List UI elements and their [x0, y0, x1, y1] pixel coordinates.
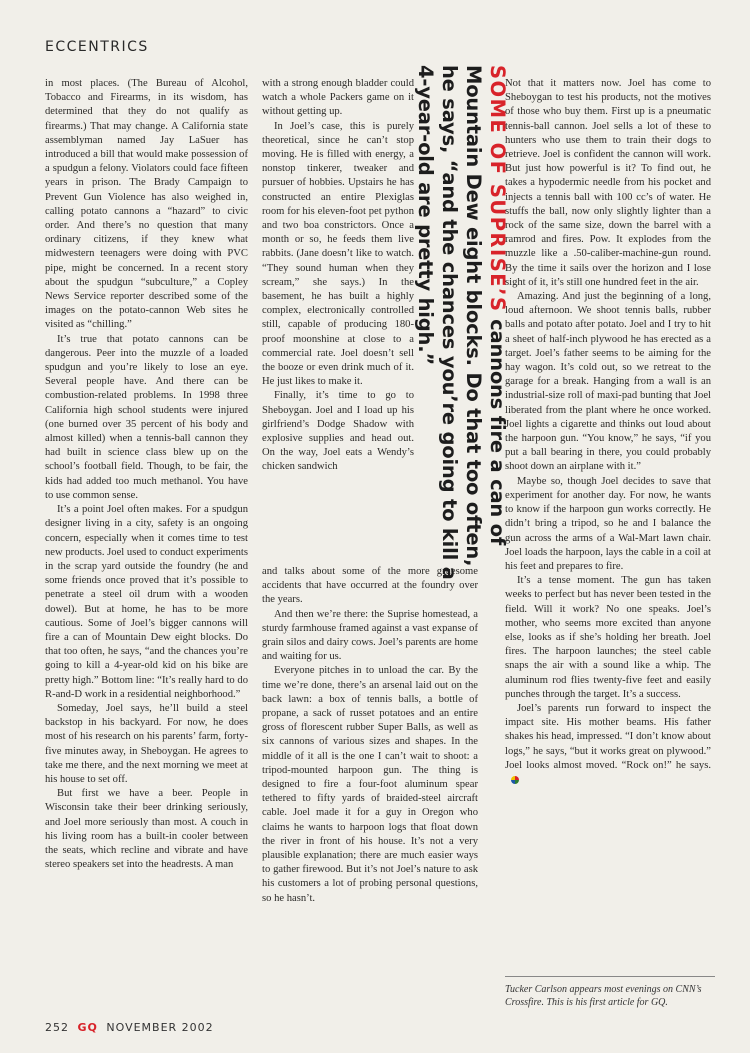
article-column-3 [505, 77, 711, 787]
paragraph: It’s true that potato cannons can be dangerous. Peer into the muzzle of a loaded spudgun and you’re likely to lose an eye. Several people have. And there can be combustion-related problems. In 1998 three California high school students were injured (one burned over 35 percent of his body and almost killed) when a tennis-ball cannon they had built in science class blew up on the school’s football field. Though, to be fair, the kids had added too much methanol. You have to use common sense. [45, 333, 248, 501]
paragraph: Not that it matters now. Joel has come to Sheboygan to test his products, not the motives of those who buy them. First up is a pneumatic tennis-ball cannon. Joel sells a lot of these to hunters who use them to train their dogs to retrieve. Joel is confident the cannon will work. But just how powerful is it? To find out, he takes a hypodermic needle from his pocket and injects a tennis ball with 100 cc’s of water. He stuffs the ball, now only slightly lighter than a rock of the same size, down the barrel with a ramrod and fires. Pow. It explodes from the muzzle like a .50-caliber-machine-gun round. By the time it sails over the horizon and I lose sight of it, it’s still one hundred feet in the air. [505, 78, 711, 288]
issue-date: NOVEMBER 2002 [106, 1021, 214, 1034]
paragraph: Everyone pitches in to unload the car. By the time we’re done, there’s an arsenal laid out on the back lawn: a box of tennis balls, a bottle of propane, a sack of russet potatoes and an entire gross of florescent rubber Super Balls, as well as six cannons of various sizes and shapes. In the middle of it all is the one I can’t wait to shoot: a tripod-mounted harpoon gun. The thing is designed to fire a four-foot aluminum spear tethered to fifty yards of braided-steel aircraft cable. Joel made it for a guy in Oregon who claims he wants to harpoon logs that float down the river in front of his house. It’s not a very plausible explanation; there are much easier ways to gather firewood. But it’s not Joel’s nature to ask his customers a lot of probing personal questions, so he hasn’t. [262, 665, 478, 904]
article-column-1 [45, 77, 248, 872]
article-column-2-lower [262, 565, 478, 906]
paragraph: and talks about some of the more gruesome accidents that have occurred at the foundry over the years. [262, 566, 478, 606]
end-mark-icon [511, 776, 519, 784]
magazine-logo: GQ [77, 1021, 98, 1034]
paragraph: In Joel’s case, this is purely theoretical, since he can’t stop moving. He is filled with energy, a nonstop tinkerer, tweaker and pursuer of hobbies. Upstairs he has constructed an entire Plexiglas room for his eleven-foot pet python and two boa constrictors. Once a month or so, he feeds them live rabbits. (Jane doesn’t like to watch. “They sound human when they scream,” she says.) In the basement, he has built a highly complex, electronically controlled still, capable of producing 180-proof moonshine at close to a commercial rate. Joel doesn’t sell the booze or even drink much of it. He just likes to make it. [262, 120, 414, 388]
paragraph: But first we have a beer. People in Wisconsin take their beer drinking seriously, and Joel more seriously than most. A couch in his living room has a built-in cooler between the seats, which recline and vibrate and have stereo speakers set into the headrests. A man [45, 788, 248, 871]
author-credit: Tucker Carlson appears most evenings on CNN’s Crossfire. This is his first article for GQ. [505, 976, 715, 1009]
paragraph [505, 702, 711, 787]
paragraph: in most places. (The Bureau of Alcohol, Tobacco and Firearms, in its wisdom, has determined that they do not qualify as firearms.) That may change. A California state assemblyman named Jay LaSuer has introduced a bill that would make possession of a spudgun a felony. Violators could face fifteen years in prison. The Brady Campaign to Prevent Gun Violence has also weighed in, calling potato cannons a “hazard” to civic order. And there’s no question that many ordinary citizens, if they knew what midwestern teenagers were doing with PVC pipe, might be concerned. In a recent story about the spudgun “subculture,” a Copley News Service reporter described some of the images on the potato-cannon Web sites he visited as “chilling.” [45, 78, 248, 331]
paragraph: Amazing. And just the beginning of a long, loud afternoon. We shoot tennis balls, rubber balls and potato after potato. Joel and I try to hit a sheet of half-inch plywood he has erected as a target. Joel’s father seems to be aiming for the hay wagon. It’s cold out, so we retreat to the garage for a break. Hanging from a wall is an industrial-size roll of maxi-pad bunting that Joel liberated from the plant where he once worked. Joel lights a cigarette and thinks out loud about the harpoon gun. “You know,” he says, “if you put a ball bearing in there, you could probably shoot down an airplane with it.” [505, 291, 711, 473]
article-column-2 [262, 77, 414, 475]
pull-quote-text: cannons fire a can of Mountain Dew eight blocks. Do that too often, he says, “and the chances you’re going to kill a 4-year-old are pretty high.” [414, 65, 509, 580]
pull-quote [415, 65, 509, 585]
paragraph: It’s a tense moment. The gun has taken weeks to perfect but has never been tested in the field. Will it work? No one speaks. Joel’s mother, who seems more excited than anyone else, looks as if she’s holding her breath. Joel fires. The harpoon launches; the steel cable snaps the air with a sound like a whip. The aluminum rod flies twenty-five feet and easily punches through the target. It’s a success. [505, 575, 711, 700]
paragraph: Someday, Joel says, he’ll build a steel backstop in his backyard. For now, he does most of his research on his parents’ farm, forty-five minutes away, in Sheboygan. He agrees to take me there, and the next morning we meet at his house to set off. [45, 702, 248, 785]
pull-quote-lead: SOME OF SUPRISE’S [486, 65, 509, 313]
paragraph: Maybe so, though Joel decides to save that experiment for another day. For now, he wants to know if the harpoon gun works correctly. He didn’t bring a tripod, so he and I balance the gun across the arms of a Wal-Mart lawn chair. Joel loads the harpoon, lays the cable in a coil at his feet and prepares to fire. [505, 475, 711, 572]
page-footer [45, 1021, 214, 1034]
paragraph: Finally, it’s time to go to Sheboygan. Joel and I load up his girlfriend’s Dodge Shadow with explosive supplies and head out. On the way, Joel eats a Wendy’s chicken sandwich [262, 390, 414, 473]
paragraph: with a strong enough bladder could watch a whole Packers game on it without getting up. [262, 78, 414, 118]
section-header: ECCENTRICS [45, 39, 149, 55]
paragraph: And then we’re there: the Suprise homestead, a sturdy farmhouse framed against a vast expanse of grain silos and dairy cows. Joel’s parents are home and waiting for us. [262, 608, 478, 663]
page-number: 252 [45, 1021, 69, 1034]
paragraph: It’s a point Joel often makes. For a spudgun designer living in a city, safety is an ongoing concern, especially when it comes time to test new products. Joel used to conduct experiments in the scrap yard outside the foundry (he and some friends once proved that it’s possible to penetrate a steel oil drum with a wooden dowel). But at home, he has to be more cautious. Some of Joel’s bigger cannons will fire a can of Mountain Dew eight blocks. Do that too often, he says, “and the chances you’re going to kill a 4-year-old kid on his bike are pretty high.” Bottom line: “It’s really hard to do R-and-D work in a residential neighborhood.” [45, 504, 248, 700]
paragraph-text: Joel’s parents run forward to inspect the impact site. His mother beams. His father shakes his head, impressed. “I don’t know about logs,” he says, “but it works great on plywood.” Joel looks almost moved. “Rock on!” he says. [505, 702, 711, 771]
